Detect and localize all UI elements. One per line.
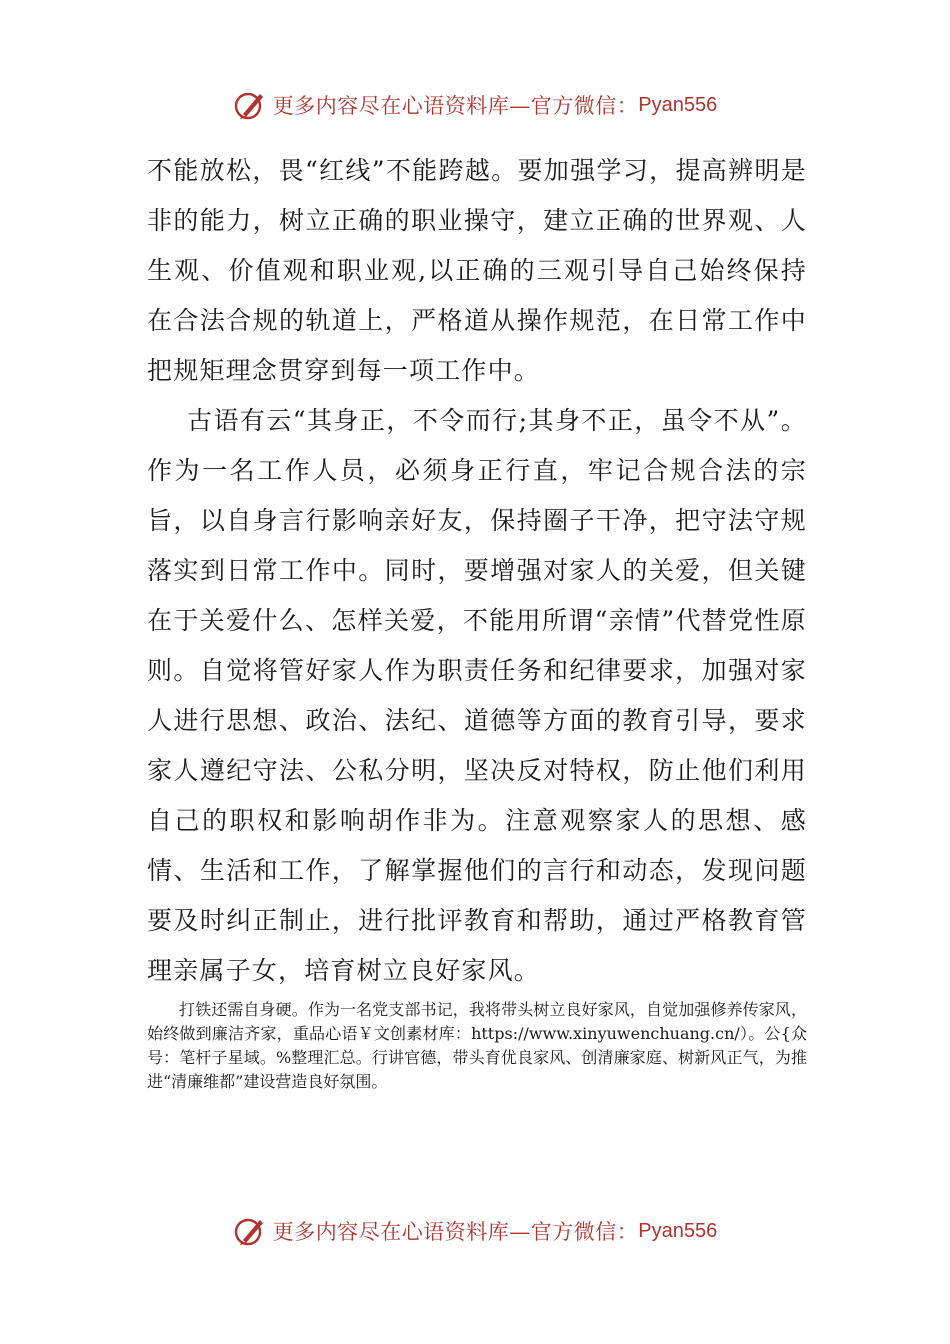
banner-text: 更多内容尽在心语资料库—官方微信：	[272, 1220, 639, 1244]
pen-logo-icon	[233, 1214, 267, 1248]
banner-text: 更多内容尽在心语资料库—官方微信：	[272, 94, 639, 118]
banner-wechat-id: Pyan556	[638, 93, 718, 116]
banner-wechat-id: Pyan556	[638, 1219, 718, 1242]
footer-banner	[0, 1206, 950, 1256]
pen-logo-icon	[233, 88, 267, 122]
header-banner	[0, 80, 950, 130]
document-body	[147, 146, 807, 1094]
paragraph: 古语有云“其身正，不令而行;其身不正，虽令不从”。作为一名工作人员，必须身正行直，牢记合规合法的宗旨，以自身言行影响亲好友，保持圈子干净，把守法守规落实到日常工作中。同时，要增强对家人的关爱，但关键在于关爱什么、怎样关爱，不能用所谓“亲情”代替党性原则。自觉将管好家人作为职责任务和纪律要求，加强对家人进行思想、政治、法纪、道德等方面的教育引导，要求家人遵纪守法、公私分明，坚决反对特权，防止他们利用自己的职权和影响胡作非为。注意观察家人的思想、感情、生活和工作，了解掌握他们的言行和动态，发现问题要及时纠正制止，进行批评教育和帮助，通过严格教育管理亲属子女，培育树立良好家风。	[147, 406, 807, 985]
paragraph-small: 打铁还需自身硬。作为一名党支部书记，我将带头树立良好家风，自觉加强修养传家风，始终做到廉洁齐家，重品心语￥文创素材库：https://www.xinyuwenchuang.cn/）。公{众号：笔杆子星域。%整理汇总。行讲官德，带头育优良家风、创清廉家庭、树新风正气，为推进“清廉维都”建设营造良好氛围。	[147, 1000, 807, 1091]
paragraph: 不能放松，畏“红线”不能跨越。要加强学习，提高辨明是非的能力，树立正确的职业操守，建立正确的世界观、人生观、价值观和职业观,以正确的三观引导自己始终保持在合法合规的轨道上，严格道从操作规范，在日常工作中把规矩理念贯穿到每一项工作中。	[147, 156, 807, 385]
